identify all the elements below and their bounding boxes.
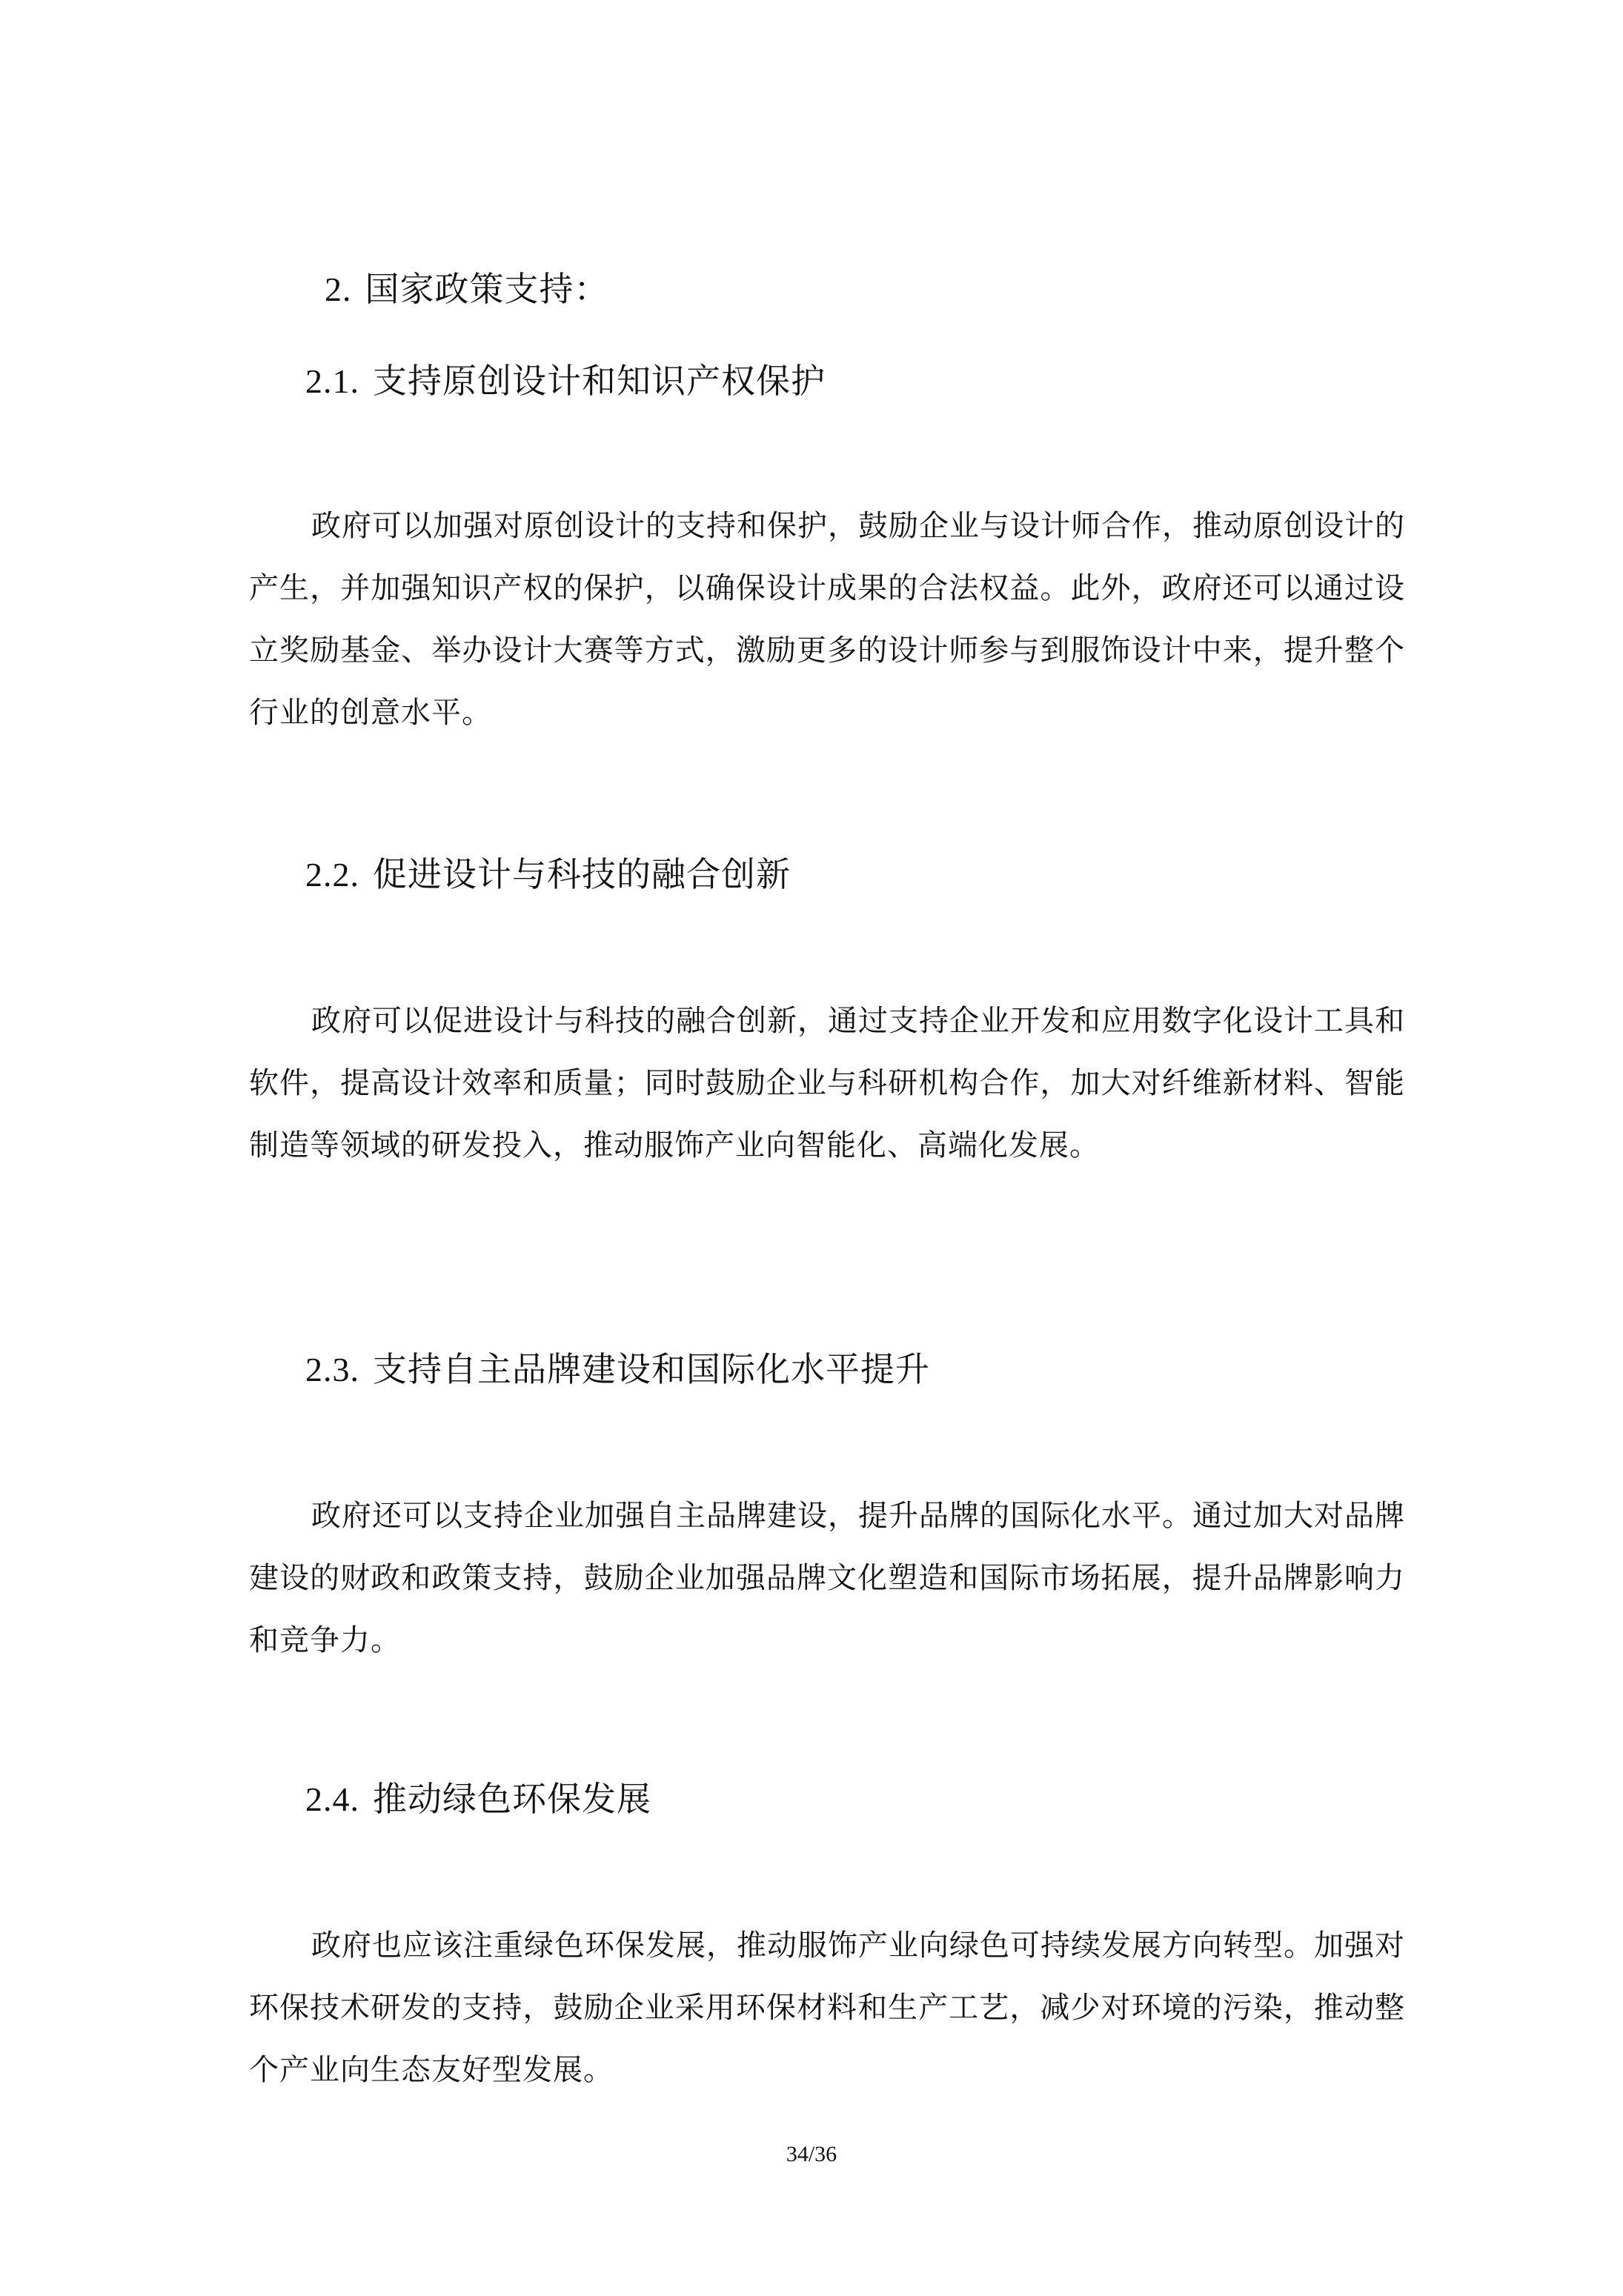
subsection-heading-2-4 <box>305 1777 651 1822</box>
subsection-number: 2.4. <box>305 1780 359 1818</box>
subsection-number: 2.2. <box>305 856 359 894</box>
paragraph-2-3: 政府还可以支持企业加强自主品牌建设，提升品牌的国际化水平。通过加大对品牌建设的财政和政策支持，鼓励企业加强品牌文化塑造和国际市场拓展，提升品牌影响力和竞争力。 <box>249 1499 1405 1657</box>
subsection-heading-2-3 <box>305 1347 930 1392</box>
subsection-title: 推动绿色环保发展 <box>373 1779 651 1819</box>
section-heading <box>325 267 609 312</box>
paragraph-2-2: 政府可以促进设计与科技的融合创新，通过支持企业开发和应用数字化设计工具和软件，提高设计效率和质量；同时鼓励企业与科研机构合作，加大对纤维新材料、智能制造等领域的研发投入，推动服饰产业向智能化、高端化发展。 <box>249 1004 1405 1162</box>
paragraph-2-1: 政府可以加强对原创设计的支持和保护，鼓励企业与设计师合作，推动原创设计的产生，并加强知识产权的保护，以确保设计成果的合法权益。此外，政府还可以通过设立奖励基金、举办设计大赛等方式，激励更多的设计师参与到服饰设计中来，提升整个行业的创意水平。 <box>249 509 1405 730</box>
subsection-heading-2-2 <box>305 852 791 897</box>
paragraph-2-4: 政府也应该注重绿色环保发展，推动服饰产业向绿色可持续发展方向转型。加强对环保技术研发的支持，鼓励企业采用环保材料和生产工艺，减少对环境的污染，推动整个产业向生态友好型发展。 <box>249 1929 1405 2087</box>
subsection-title: 支持原创设计和知识产权保护 <box>373 361 826 401</box>
page-number: 34/36 <box>786 2142 837 2166</box>
subsection-title: 促进设计与科技的融合创新 <box>373 854 791 894</box>
subsection-heading-2-1 <box>305 359 826 404</box>
subsection-title: 支持自主品牌建设和国际化水平提升 <box>373 1349 930 1389</box>
section-title: 国家政策支持： <box>365 269 609 309</box>
subsection-number: 2.1. <box>305 362 359 400</box>
subsection-number: 2.3. <box>305 1351 359 1388</box>
section-number: 2. <box>325 270 352 308</box>
